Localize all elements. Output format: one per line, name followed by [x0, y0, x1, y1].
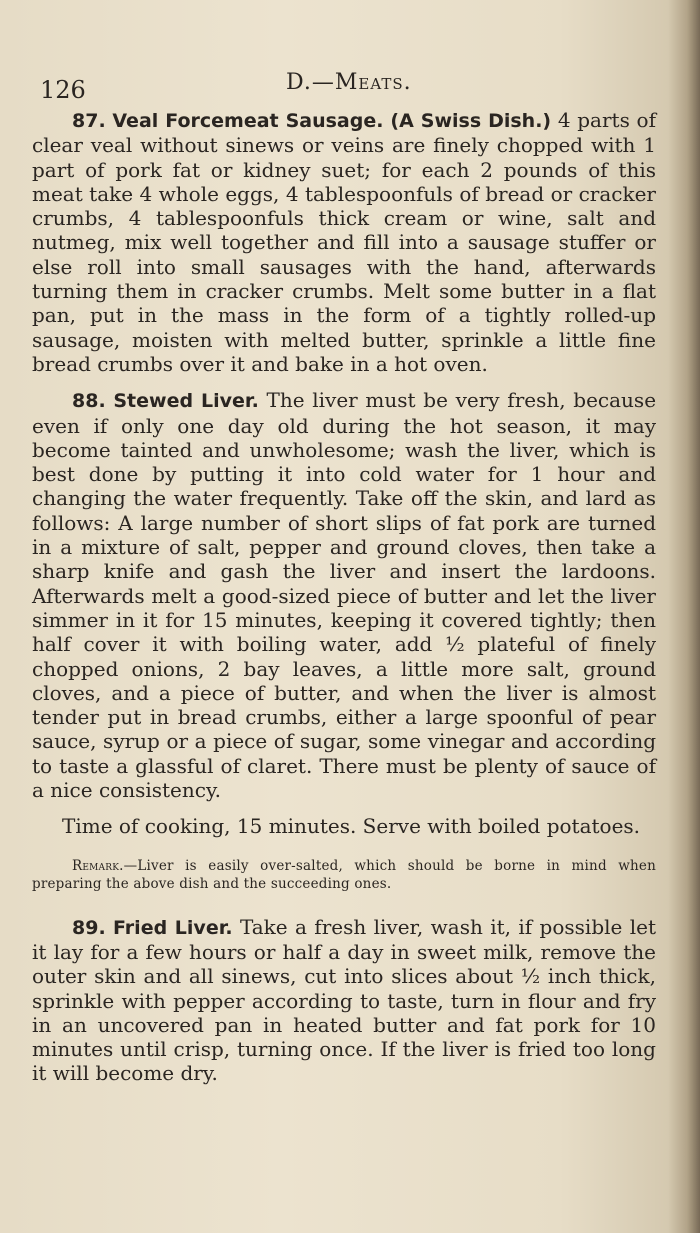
recipe-text: 4 parts of clear veal without sinews or veins are finely chopped with 1 part of pork fat or kidney suet; for each 2 pounds of this meat take 4 whole eggs, 4 tablespoonfuls of bread or cracker crumbs, 4 tablespoonfuls thick cream or wine, salt and nutmeg, mix well together and fill into a sausage stuffer or else roll into small sausages with the hand, afterwards turning them in cracker crumbs. Melt some butter in a flat pan, put in the mass in the form of a tightly rolled-up sausage, moisten with melted butter, sprinkle a little fine bread crumbs over it and bake in a hot oven.	[32, 108, 656, 376]
recipe-87	[32, 108, 656, 376]
recipe-number: 88.	[72, 390, 106, 413]
page-number: 126	[40, 76, 86, 104]
recipe-title: Fried Liver.	[113, 916, 233, 939]
recipe-text: Take a fresh liver, wash it, if possible let it lay for a few hours or half a day in sweet milk, remove the outer skin and all sinews, cut into slices about ½ inch thick, sprinkle with pepper according to taste, turn in flour and fry in an uncovered pan in heated butter and fat pork for 10 minutes until crisp, turning once. If the liver is fried too long it will become dry.	[32, 914, 656, 1086]
running-head: D.—Meats.	[286, 70, 412, 95]
recipe-89	[32, 915, 656, 1086]
remark-note	[32, 857, 656, 893]
page-gutter-shadow	[668, 0, 700, 1233]
recipe-text: The liver must be very fresh, because even if only one day old during the hot season, it may become tainted and unwholesome; wash the liver, which is best done by putting it into cold water for 1 hour and changing the water frequently. Take off the skin, and lard as follows: A large number of short slips of fat pork are turned in a mixture of salt, pepper and ground cloves, then take a sharp knife and gash the liver and insert the lardoons. Afterwards melt a good-sized piece of butter and let the liver simmer in it for 15 minutes, keeping it covered tightly; then half cover it with boiling water, add ½ plateful of finely chopped onions, 2 bay leaves, a little more salt, ground cloves, and a piece of butter, and when the liver is almost tender put in bread crumbs, either a large spoonful of pear sauce, syrup or a piece of sugar, some vinegar and according to taste a glassful of claret. There must be plenty of sauce of a nice consistency.	[32, 388, 657, 803]
cooking-time: Time of cooking, 15 minutes. Serve with boiled potatoes.	[62, 814, 641, 839]
remark-label: Remark.	[72, 857, 124, 874]
page-header	[36, 68, 656, 108]
recipe-number: 87.	[72, 110, 106, 132]
recipe-title: Stewed Liver.	[113, 390, 259, 413]
remark-text: —Liver is easily over-salted, which should be borne in mind when preparing the above dish and the succeeding ones.	[32, 857, 656, 892]
recipe-88	[32, 388, 656, 802]
recipe-number: 89.	[72, 916, 106, 939]
recipe-title: Veal Forcemeat Sausage. (A Swiss Dish.)	[112, 110, 552, 132]
page-body	[32, 108, 656, 1098]
